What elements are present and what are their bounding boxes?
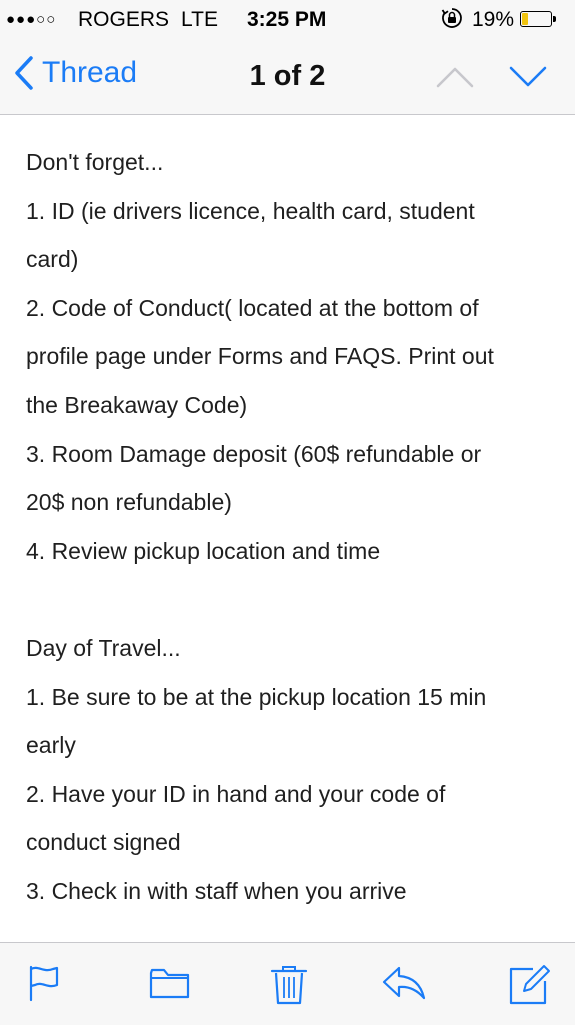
battery-cap [553,16,556,22]
message-line: Day of Travel... [26,634,181,661]
next-message-button[interactable] [508,62,548,97]
message-line: Don't forget... [26,149,164,175]
message-line: 3. Check in with staff when you arrive [26,877,407,904]
message-line: 2. Code of Conduct( located at the bottom of [26,294,479,321]
status-time: 3:25 PM [247,8,327,31]
reply-button[interactable] [381,963,427,1008]
message-line: 2. Have your ID in hand and your code of [26,780,446,807]
move-to-folder-button[interactable] [148,963,192,1008]
message-line: early [26,732,76,759]
orientation-lock-icon [441,7,463,35]
signal-strength: ●●●○○ [6,11,57,28]
message-line: 1. ID (ie drivers licence, health card, student [26,197,475,224]
reply-icon [381,963,427,1003]
trash-button[interactable] [269,963,309,1012]
status-bar [0,0,575,40]
message-body [26,138,556,916]
chevron-up-icon [435,62,475,92]
message-line: card) [26,246,79,273]
carrier-name: ROGERS [78,8,170,31]
trash-icon [269,963,309,1007]
message-line: conduct signed [26,829,181,856]
battery-level [522,13,528,25]
message-line: profile page under Forms and FAQS. Print out [26,343,494,370]
message-line: 20$ non refundable) [26,489,232,516]
back-label: Thread [42,56,138,89]
flag-button[interactable] [27,963,63,1008]
network-type: LTE [181,8,218,31]
compose-button[interactable] [507,963,551,1012]
navigation-bar [0,40,575,115]
message-line: 4. Review pickup location and time [26,537,381,564]
message-counter [0,60,575,93]
blank-line [26,575,556,624]
previous-message-button[interactable] [435,62,475,97]
message-line: the Breakaway Code) [26,391,248,418]
compose-icon [507,963,551,1007]
folder-icon [148,963,192,1003]
message-counter-text: 1 of 2 [249,60,326,92]
flag-icon [27,963,63,1003]
battery-percent: 19% [472,8,515,31]
chevron-down-icon [508,62,548,92]
battery-icon [520,11,552,27]
message-line: 1. Be sure to be at the pickup location 15 min [26,683,487,710]
message-line: 3. Room Damage deposit (60$ refundable or [26,440,482,467]
bottom-toolbar [0,942,575,1025]
